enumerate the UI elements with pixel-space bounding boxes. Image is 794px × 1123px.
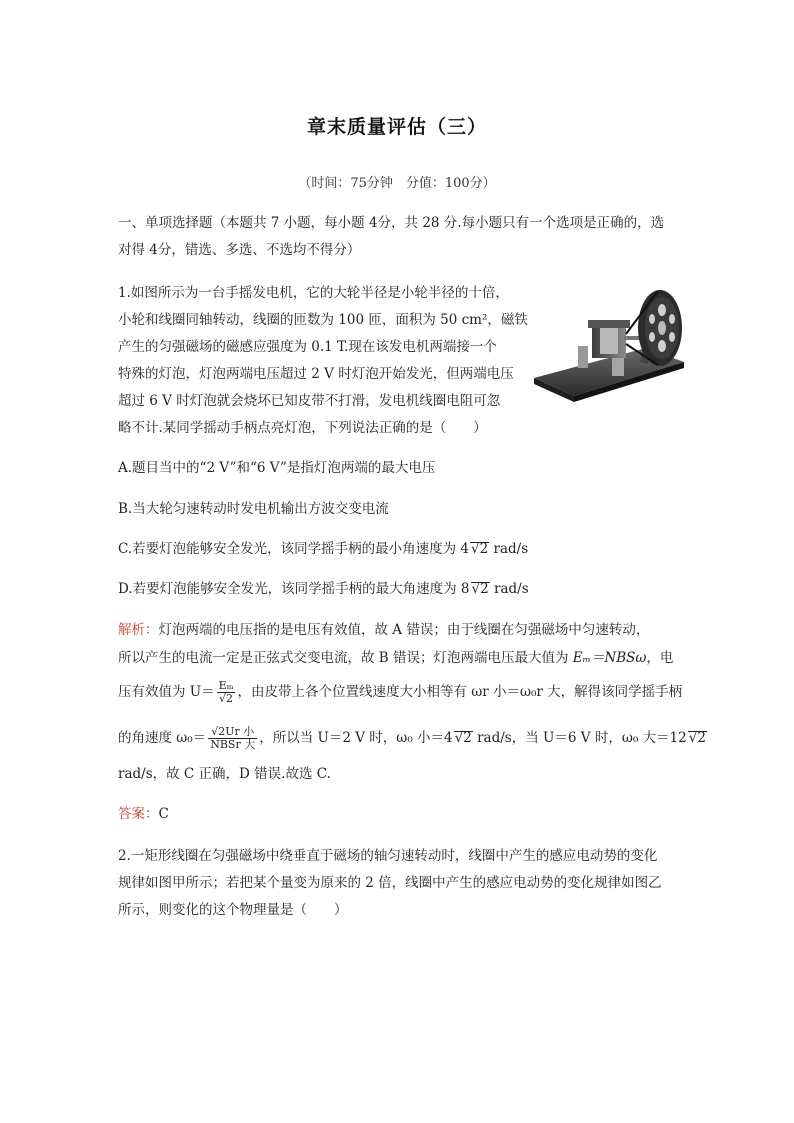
analysis-text-2: 所以产生的电流一定是正弦式交变电流，故 B 错误；灯泡两端电压最大值为 — [118, 650, 573, 666]
analysis-text-4-mid: ，所以当 U＝2 V 时，ω₀ 小＝4 — [259, 730, 453, 746]
analysis-text-3-end: ，由皮带上各个位置线速度大小相等有 ωr 小＝ω₀r 大，解得该同学摇手柄 — [237, 684, 683, 700]
q1-stem-line-1: 1.如图所示为一台手摇发电机，它的大轮半径是小轮半径的十倍， — [118, 285, 509, 301]
q1-analysis-line-4 — [118, 726, 707, 751]
q1-analysis-line-3 — [118, 680, 682, 705]
q1-analysis-line-2 — [118, 648, 673, 668]
q1-option-a: A.题目当中的“2 V”和“6 V”是指灯泡两端的最大电压 — [118, 460, 436, 476]
q2-stem-line-3: 所示，则变化的这个物理量是（ ） — [118, 902, 348, 918]
analysis-text-2-end: ，电 — [646, 650, 674, 666]
q1-stem-line-6: 略不计.某同学摇动手柄点亮灯泡，下列说法正确的是（ ） — [118, 420, 487, 436]
q1-stem-line-3: 产生的匀强磁场的磁感应强度为 0.1 T.现在该发电机两端接一个 — [118, 339, 497, 355]
q1-analysis-line-5: rad/s，故 C 正确，D 错误.故选 C. — [118, 766, 331, 782]
fraction-denominator: NBSr 大 — [210, 738, 256, 751]
analysis-text-4-mid2: rad/s，当 U＝6 V 时，ω₀ 大＝12 — [472, 730, 687, 746]
q1-option-d-radicand: 2 — [480, 581, 489, 597]
q1-option-d-unit: rad/s — [489, 581, 529, 597]
sqrt-symbol: √2 — [688, 730, 706, 746]
q2-stem-line-2: 规律如图甲所示；若把某个量变为原来的 2 倍，线圈中产生的感应电动势的变化规律如图乙 — [118, 875, 662, 891]
analysis-text-1: 灯泡两端的电压指的是电压有效值，故 A 错误；由于线圈在匀强磁场中匀速转动， — [158, 622, 650, 638]
q1-option-c — [118, 539, 528, 559]
effective-voltage-fraction — [217, 680, 236, 705]
section-heading-line-2: 对得 4分，错选、多选、不选均不得分） — [118, 242, 361, 258]
answer-label: 答案： — [118, 806, 159, 822]
fraction-denominator: √2 — [219, 692, 234, 705]
angular-velocity-fraction — [208, 726, 257, 751]
answer-value: C — [158, 806, 169, 822]
section-heading-line-1: 一、单项选择题（本题共 7 小题，每小题 4分，共 28 分.每小题只有一个选项是正确的，选 — [118, 215, 665, 231]
q1-option-d — [118, 579, 529, 599]
q2-stem-line-1: 2.一矩形线圈在匀强磁场中绕垂直于磁场的轴匀速转动时，线圈中产生的感应电动势的变化 — [118, 848, 658, 864]
analysis-text-3: 压有效值为 U＝ — [118, 684, 215, 700]
sqrt-symbol: √2 — [471, 541, 489, 557]
q1-option-b: B.当大轮匀速转动时发电机输出方波交变电流 — [118, 501, 389, 517]
exam-meta: （时间：75分钟 分值：100分） — [298, 176, 496, 191]
analysis-label: 解析： — [118, 622, 159, 638]
hand-crank-generator-figure — [528, 278, 688, 406]
q1-stem-line-4: 特殊的灯泡，灯泡两端电压超过 2 V 时灯泡开始发光，但两端电压 — [118, 366, 514, 382]
q1-answer — [118, 804, 169, 824]
q1-option-c-unit: rad/s — [489, 541, 529, 557]
emf-max-formula: Eₘ＝NBSω — [572, 650, 647, 666]
fraction-numerator: Eₘ — [218, 679, 234, 692]
analysis-text-4: 的角速度 ω₀＝ — [118, 730, 207, 746]
q1-option-c-text: C.若要灯泡能够安全发光，该同学摇手柄的最小角速度为 4 — [118, 541, 470, 557]
radicand: 2 — [463, 730, 472, 746]
q1-option-d-text: D.若要灯泡能够安全发光，该同学摇手柄的最大角速度为 8 — [118, 581, 470, 597]
sqrt-symbol: √2 — [471, 581, 489, 597]
sqrt-symbol: √2 — [454, 730, 472, 746]
q1-stem-line-5: 超过 6 V 时灯泡就会烧坏已知皮带不打滑，发电机线圈电阻可忽 — [118, 393, 501, 409]
q1-stem-line-2: 小轮和线圈同轴转动，线圈的匝数为 100 匝，面积为 50 cm²，磁铁 — [118, 312, 528, 328]
fraction-numerator: √2Ur 小 — [208, 726, 257, 739]
q1-analysis-line-1 — [118, 620, 649, 640]
page-title: 章末质量评估（三） — [306, 116, 487, 138]
q1-option-c-radicand: 2 — [479, 541, 489, 557]
radicand: 2 — [697, 730, 706, 746]
